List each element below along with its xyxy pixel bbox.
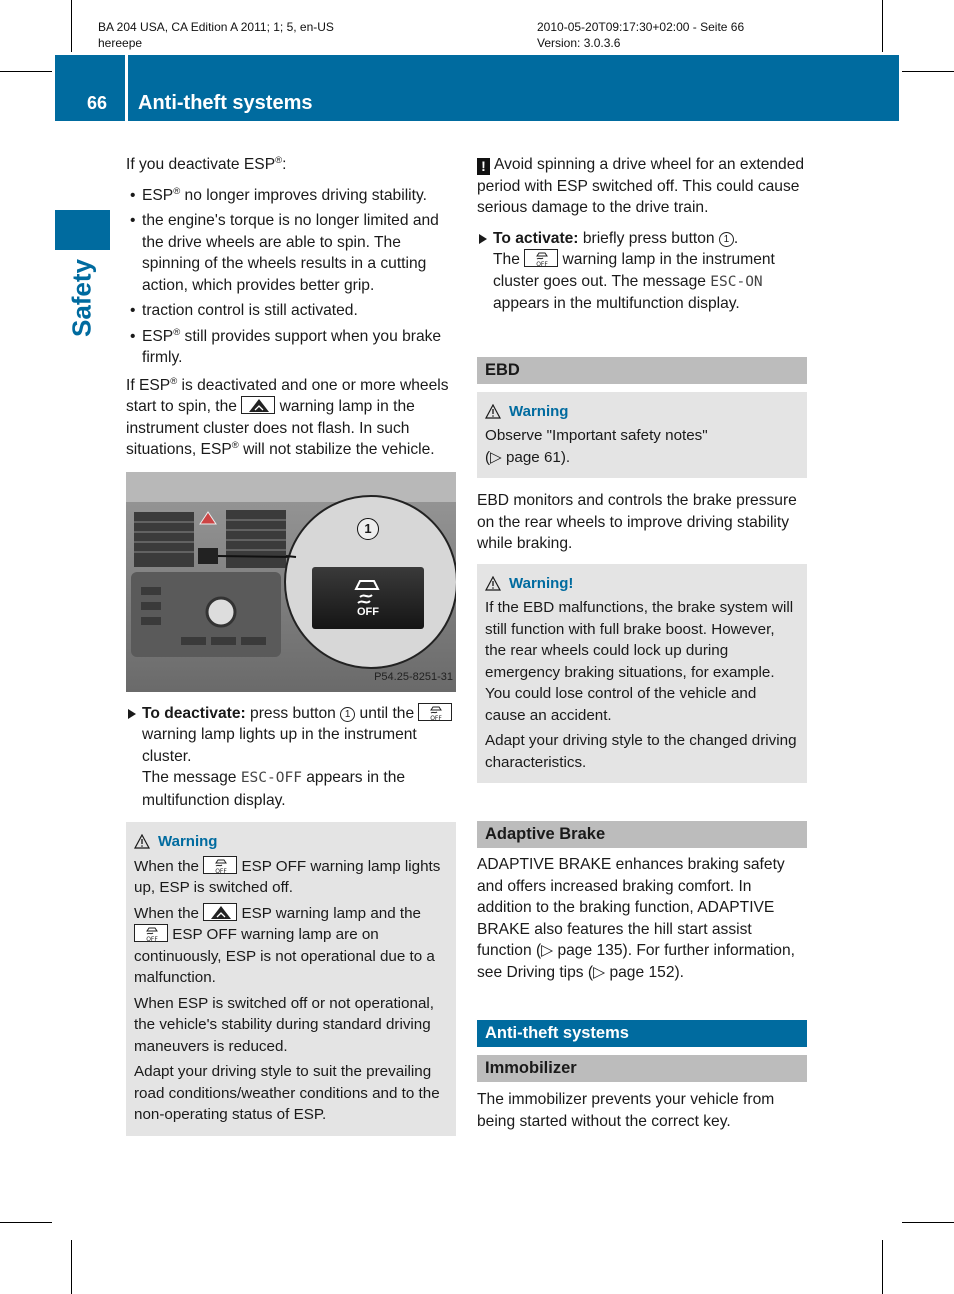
body-paragraph: EBD monitors and controls the brake pressure on the rear wheels to improve driving stability while braking. [477,492,797,552]
button-1-icon: 1 [719,232,734,247]
warning-title: Warning [509,402,569,420]
section-heading-adaptive-brake: Adaptive Brake [477,821,807,848]
list-item: • the engine's torque is no longer limited and the drive wheels are able to spin. The spinning of the wheels results in a cutting action, which provides better grip. [126,210,456,296]
body-paragraph: If ESP® is deactivated and one or more wheels start to spin, the warning lamp in the instrument cluster does not flash. In such situations, ESP® will not stabilize the vehicle. [126,375,449,458]
esp-warning-lamp-icon [241,396,275,414]
step-arrow-icon [128,709,136,719]
dashboard-photo [126,472,456,692]
header-divider [125,55,128,121]
page-header [55,55,899,121]
esp-off-lamp-icon [418,703,452,721]
list-item: • ESP® still provides support when you brake firmly. [126,326,456,369]
page-number: 66 [87,93,108,113]
svg-text:OFF: OFF [430,714,443,722]
section-heading-anti-theft: Anti-theft systems [477,1020,807,1047]
esp-warning-lamp-icon [203,903,237,921]
date-meta: 2010-05-20T09:17:30+02:00 - Seite 66 Version: 3.0.3.6 [537,20,745,50]
list-item: • ESP® no longer improves driving stability. [126,185,456,207]
warning-text: If the EBD malfunctions, the brake system will still function with full brake boost. However, the rear wheels could lock up during emergency braking situations, for example. You could lose control of the vehicle and cause an accident. [485,599,794,724]
button-label: OFF [357,605,379,618]
note-paragraph: ! Avoid spinning a drive wheel for an extended period with ESP switched off. This could cause serious damage to the drive train. [477,156,805,216]
warning-text: Adapt your driving style to suit the prevailing road conditions/weather conditions and to the non-operating status of ESP. [134,1063,440,1123]
section-tab [55,210,110,250]
right-column [477,152,807,1132]
figure-caption: P54.25-8251-31 [374,671,453,683]
section-heading-ebd: EBD [477,357,807,384]
list-item: • traction control is still activated. [126,300,456,322]
step-arrow-icon [479,234,487,244]
esp-button-figure [126,472,456,692]
button-1-icon: 1 [340,707,355,722]
warning-triangle-icon [485,576,501,591]
warning-text: Adapt your driving style to the changed driving characteristics. [485,732,797,771]
warning-triangle-icon [134,834,150,849]
page-reference: (▷ page 61). [485,448,571,466]
crop-mark [902,1222,954,1223]
intro-text: If you deactivate ESP®: [126,155,287,173]
svg-text:OFF: OFF [215,867,228,875]
exclamation-icon: ! [477,158,490,175]
subsection-heading-immobilizer: Immobilizer [477,1055,807,1082]
crop-mark [882,1240,883,1294]
warning-text: When the ESP warning lamp and the OFF ESP OFF warning lamp are on continuously, ESP is not operational due to a malfunction. [134,904,435,986]
crop-mark [71,1240,72,1294]
esp-off-lamp-icon [134,924,168,942]
doc-meta: BA 204 USA, CA Edition A 2011; 1; 5, en-US hereepe [98,20,334,50]
warning-title: Warning [158,833,218,850]
esp-off-lamp-icon [524,249,558,267]
warning-text: Observe "Important safety notes" [485,427,708,444]
ebd-warning-box [477,392,807,479]
crop-mark [71,0,72,52]
callout-number: 1 [357,518,379,540]
activate-step: To activate: briefly press button 1 . The OFF warning lamp in the instrument cluster goes out. The message ESC-ON appears in the multifunction display. [477,228,807,315]
page-title: Anti-theft systems [138,92,313,114]
crop-mark [0,1222,52,1223]
left-column [126,152,456,1136]
deactivate-step: To deactivate: press button 1 until the OFF warning lamp lights up in the instrument cluster. The message ESC-OFF appears in the multifunction display. [126,703,456,812]
crop-mark [902,71,954,72]
body-paragraph: ADAPTIVE BRAKE enhances braking safety and offers increased braking comfort. In addition to the braking function, ADAPTIVE BRAKE also features the hill start assist function (▷ page 135). For further information, see Driving tips (▷ page 152). [477,856,795,981]
esp-warning-box [126,822,456,1136]
body-paragraph: The immobilizer prevents your vehicle from being started without the correct key. [477,1091,775,1130]
warning-text: When ESP is switched off or not operational, the vehicle's stability during standard driving maneuvers is reduced. [134,994,434,1055]
warning-text: When the OFF ESP OFF warning lamp lights up, ESP is switched off. [134,857,441,896]
ebd-malfunction-warning-box [477,564,807,784]
warning-title: Warning! [509,574,574,592]
esp-off-lamp-icon [203,856,237,874]
section-label: Safety [66,258,97,338]
svg-text:OFF: OFF [536,261,549,268]
svg-text:OFF: OFF [146,936,158,943]
warning-triangle-icon [485,404,501,419]
crop-mark [0,71,52,72]
crop-mark [882,0,883,52]
